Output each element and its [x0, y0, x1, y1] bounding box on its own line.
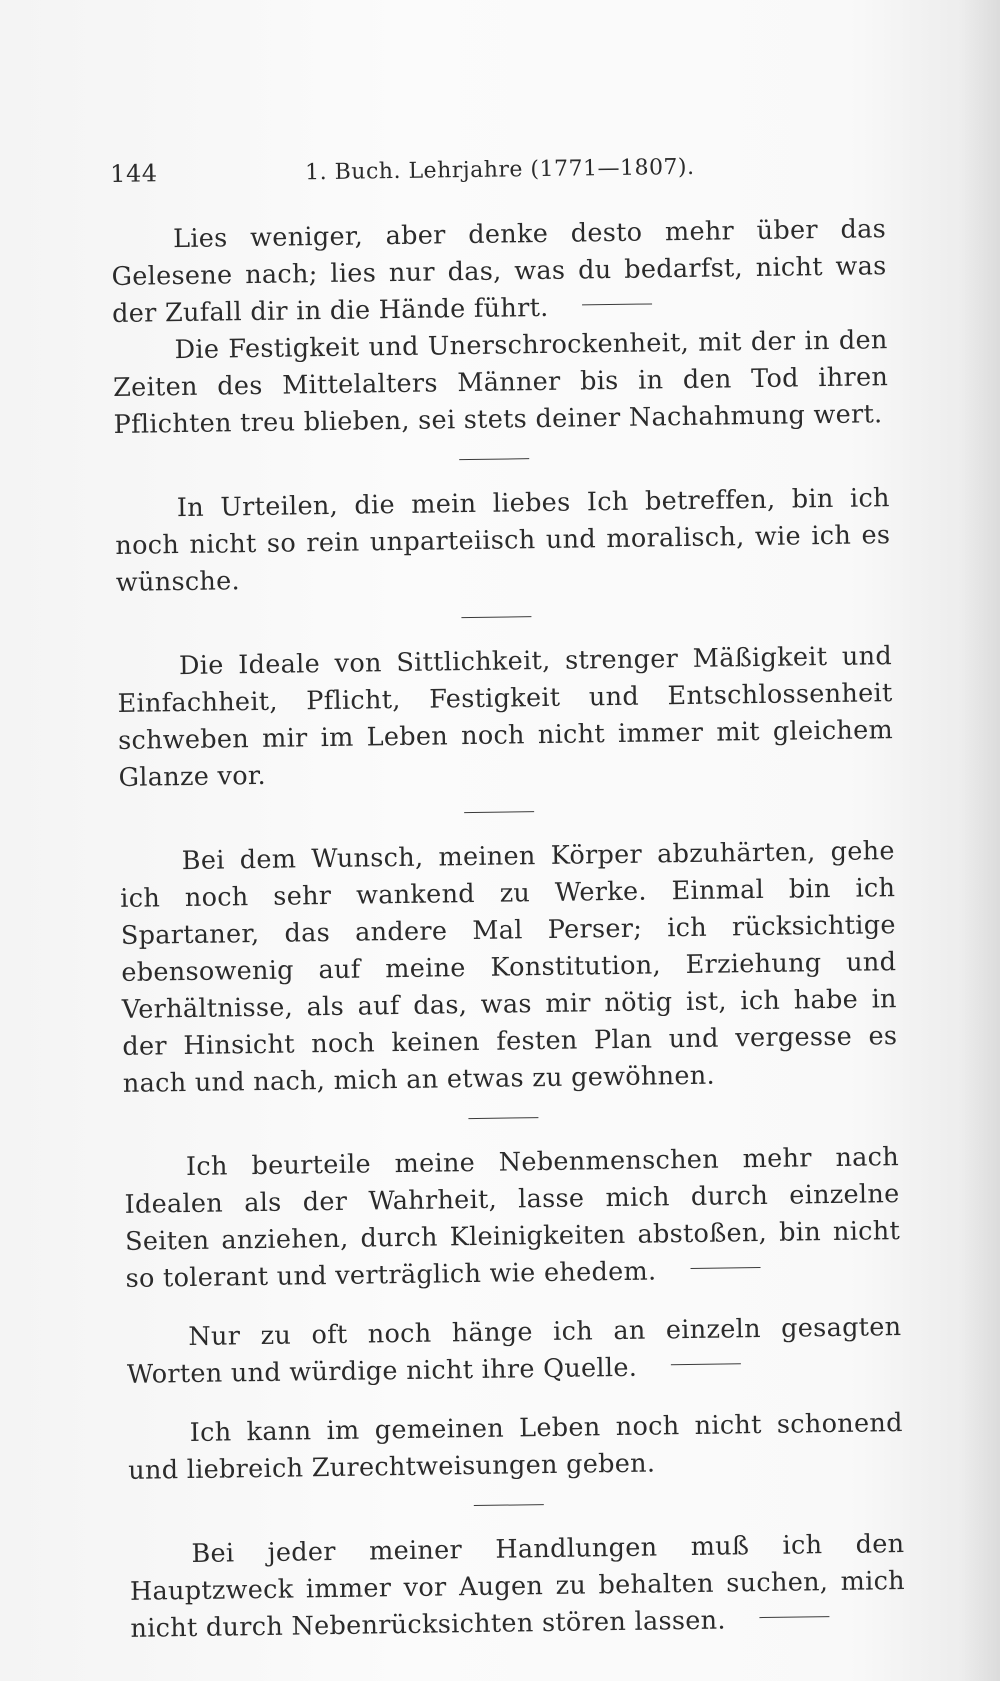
entry-paragraph: Nur zu oft noch hänge ich an einzeln gesagten Worten und würdige nicht ihre Quelle.	[126, 1312, 902, 1390]
text-block	[110, 149, 906, 1648]
entry-paragraph: Lies weniger, aber denke desto mehr über das Gelesene nach; lies nur das, was du bedarfst, nicht was der Zufall dir in die Hände führt.	[111, 214, 887, 329]
separator-rule	[760, 1616, 830, 1618]
running-head	[110, 149, 886, 210]
entry-paragraph: In Urteilen, die mein liebes Ich betreffen, bin ich noch nicht so rein unparteiisch und moralisch, wie ich es wünsche.	[115, 483, 891, 598]
separator-rule	[583, 303, 653, 305]
separator-rule	[690, 1267, 760, 1269]
page-number: 144	[110, 159, 158, 188]
running-title: 1. Buch. Lehrjahre (1771—1807).	[305, 154, 695, 186]
entries	[111, 211, 906, 1648]
entry-paragraph: Bei jeder meiner Handlungen muß ich den Hauptzweck immer vor Augen zu behalten suchen, mich nicht durch Nebenrücksichten stören lassen.	[129, 1529, 906, 1644]
separator-rule	[468, 1117, 538, 1119]
separator-rule	[461, 616, 531, 618]
entry-paragraph: Bei dem Wunsch, meinen Körper abzuhärten, gehe ich noch sehr wankend zu Werke. Einmal bin ich Spartaner, das andere Mal Perser; ich rücksichtige ebensowenig auf meine Konstitution, Erziehung und Verhältnisse, als auf das, was mir nötig ist, ich habe in der Hinsicht noch keinen festen Plan und vergesse es nach und nach, mich an etwas zu gewöhnen.	[120, 836, 898, 1099]
separator-rule	[671, 1363, 741, 1365]
entry-paragraph: Die Ideale von Sittlichkeit, strenger Mäßigkeit und Einfachheit, Pflicht, Festigkeit und Entschlossenheit schweben mir im Leben noch nicht immer mit gleichem Glanze vor.	[117, 641, 894, 793]
entry-paragraph: Ich beurteile meine Nebenmenschen mehr nach Idealen als der Wahrheit, lasse mich durch einzelne Seiten anziehen, durch Kleinigkeiten abstoßen, bin nicht so tolerant und verträglich wie ehedem.	[124, 1142, 901, 1294]
separator-rule	[464, 811, 534, 813]
entry-paragraph: Ich kann im gemeinen Leben noch nicht schonend und liebreich Zurechtweisungen geben.	[128, 1408, 903, 1486]
separator-rule	[459, 458, 529, 460]
separator-rule	[474, 1504, 544, 1506]
entry-paragraph: Die Festigkeit und Unerschrockenheit, mit der in den Zeiten des Mittelalters Männer bis in den Tod ihren Pflichten treu blieben, sei stets deiner Nachahmung wert.	[112, 325, 889, 440]
